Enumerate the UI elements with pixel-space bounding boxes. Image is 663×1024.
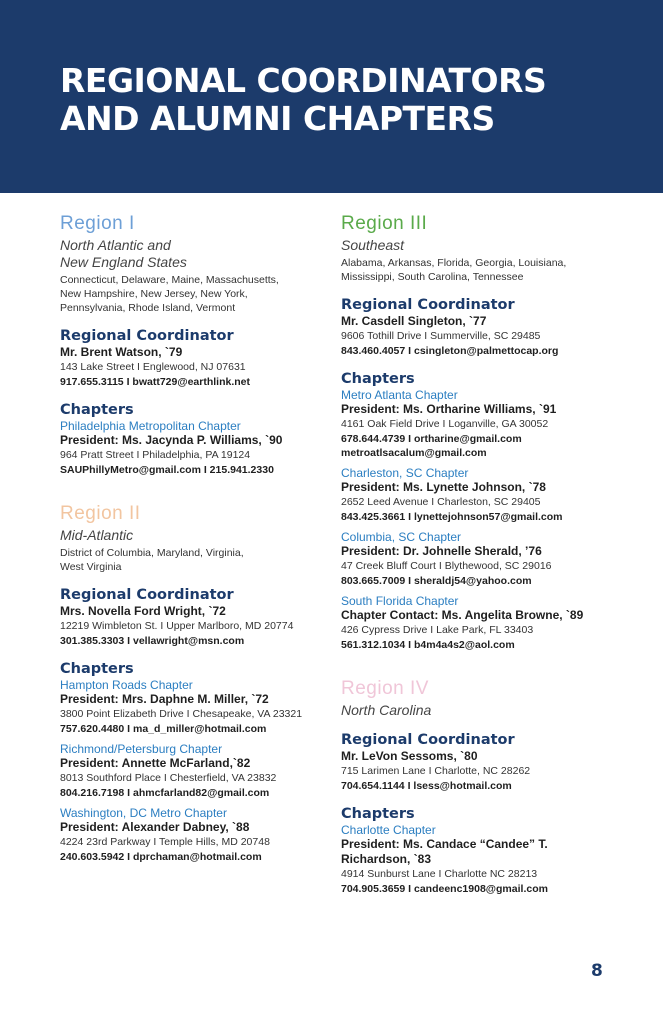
chapter-name[interactable]: Metro Atlanta Chapter: [341, 388, 458, 402]
chapter-president: President: Ms. Candace “Candee” T. Richardson, `83: [341, 837, 548, 866]
chapter-contact[interactable]: 704.905.3659 I candeenc1908@gmail.com: [341, 883, 548, 895]
chapter-name[interactable]: South Florida Chapter: [341, 594, 459, 608]
region-4-chapters-heading: Chapters: [341, 806, 415, 822]
chapter-contact[interactable]: 561.312.1034 I b4m4a4s2@aol.com: [341, 639, 515, 651]
region-2-coordinator-contact[interactable]: 301.385.3303 I vellawright@msn.com: [60, 635, 245, 647]
region-1-coordinator-name: Mr. Brent Watson, `79: [60, 345, 183, 359]
region-1-coordinator-address: 143 Lake Street I Englewood, NJ 07631: [60, 361, 246, 373]
region-4-coordinator-address: 715 Larimen Lane I Charlotte, NC 28262: [341, 765, 531, 777]
chapter-address: 4224 23rd Parkway I Temple Hills, MD 20748: [60, 836, 270, 848]
chapter-address: 4161 Oak Field Drive I Loganville, GA 30052: [341, 418, 549, 430]
chapter-item: [60, 678, 335, 736]
chapter-address: 426 Cypress Drive I Lake Park, FL 33403: [341, 624, 534, 636]
right-column: [341, 213, 631, 896]
chapter-president: President: Mrs. Daphne M. Miller, `72: [60, 692, 269, 706]
region-3-chapters-heading: Chapters: [341, 371, 415, 387]
region-2: [60, 503, 335, 864]
chapter-item: [341, 466, 631, 524]
region-1-title: Region I: [60, 213, 135, 234]
region-3-states: Alabama, Arkansas, Florida, Georgia, Louisiana, Mississippi, South Carolina, Tennessee: [341, 257, 567, 283]
chapter-name[interactable]: Columbia, SC Chapter: [341, 530, 462, 544]
region-1-chapters-heading: Chapters: [60, 402, 134, 418]
chapter-address: 4914 Sunburst Lane I Charlotte NC 28213: [341, 868, 538, 880]
region-4-coordinator-contact[interactable]: 704.654.1144 I lsess@hotmail.com: [341, 780, 512, 792]
chapter-president: President: Ms. Lynette Johnson, `78: [341, 480, 546, 494]
region-4-title: Region IV: [341, 678, 429, 699]
region-2-coordinator-name: Mrs. Novella Ford Wright, `72: [60, 604, 226, 618]
chapter-contact[interactable]: 843.425.3661 I lynettejohnson57@gmail.com: [341, 511, 563, 523]
chapter-name[interactable]: Charlotte Chapter: [341, 823, 436, 837]
chapter-contact[interactable]: 803.665.7009 I sheraldj54@yahoo.com: [341, 575, 532, 587]
chapter-item: [341, 823, 631, 896]
chapter-name[interactable]: Hampton Roads Chapter: [60, 678, 193, 692]
chapter-address: 2652 Leed Avenue I Charleston, SC 29405: [341, 496, 541, 508]
chapter-address: 47 Creek Bluff Court I Blythewood, SC 29016: [341, 560, 552, 572]
region-4-subtitle: North Carolina: [341, 702, 432, 718]
chapter-contact[interactable]: 757.620.4480 I ma_d_miller@hotmail.com: [60, 723, 267, 735]
chapter-contact[interactable]: 678.644.4739 I ortharine@gmail.com metroatlsacalum@gmail.com: [341, 433, 522, 459]
chapter-contact[interactable]: SAUPhillyMetro@gmail.com I 215.941.2330: [60, 464, 274, 476]
region-3-coordinator-heading: Regional Coordinator: [341, 297, 515, 313]
region-3-coordinator-contact[interactable]: 843.460.4057 I csingleton@palmettocap.org: [341, 345, 559, 357]
chapter-item: [60, 806, 335, 864]
region-2-title: Region II: [60, 503, 141, 524]
chapter-president: Chapter Contact: Ms. Angelita Browne, `89: [341, 608, 584, 622]
region-3-coordinator-address: 9606 Tothill Drive I Summerville, SC 29485: [341, 330, 541, 342]
region-4-coordinator-name: Mr. LeVon Sessoms, `80: [341, 749, 478, 763]
chapter-item: [341, 530, 631, 588]
region-2-coordinator-address: 12219 Wimbleton St. I Upper Marlboro, MD 20774: [60, 620, 294, 632]
chapter-contact[interactable]: 804.216.7198 I ahmcfarland82@gmail.com: [60, 787, 270, 799]
region-3: [341, 213, 631, 652]
region-1-coordinator-heading: Regional Coordinator: [60, 328, 234, 344]
chapter-president: President: Ms. Ortharine Williams, `91: [341, 402, 557, 416]
region-1-subtitle: North Atlantic and New England States: [60, 237, 187, 270]
region-3-title: Region III: [341, 213, 428, 234]
chapter-president: President: Annette McFarland,`82: [60, 756, 251, 770]
page-number: 8: [591, 961, 603, 981]
chapter-item: [341, 594, 631, 652]
region-2-coordinator-heading: Regional Coordinator: [60, 587, 234, 603]
region-4: [341, 678, 631, 896]
chapter-president: President: Alexander Dabney, `88: [60, 820, 250, 834]
left-column: [60, 213, 335, 864]
region-4-coordinator-heading: Regional Coordinator: [341, 732, 515, 748]
chapter-president: President: Ms. Jacynda P. Williams, `90: [60, 433, 283, 447]
region-1-coordinator-contact[interactable]: 917.655.3115 I bwatt729@earthlink.net: [60, 376, 251, 388]
chapter-contact[interactable]: 240.603.5942 I dprchaman@hotmail.com: [60, 851, 262, 863]
chapter-address: 964 Pratt Street I Philadelphia, PA 19124: [60, 449, 251, 461]
chapter-address: 3800 Point Elizabeth Drive I Chesapeake, VA 23321: [60, 708, 303, 720]
chapter-item: [60, 419, 335, 477]
chapter-name[interactable]: Richmond/Petersburg Chapter: [60, 742, 223, 756]
chapter-name[interactable]: Washington, DC Metro Chapter: [60, 806, 227, 820]
chapter-address: 8013 Southford Place I Chesterfield, VA 23832: [60, 772, 277, 784]
region-1: [60, 213, 335, 477]
chapter-name[interactable]: Charleston, SC Chapter: [341, 466, 469, 480]
region-2-subtitle: Mid-Atlantic: [60, 527, 134, 543]
chapter-item: [60, 742, 335, 800]
header-banner: [0, 0, 663, 193]
chapter-name[interactable]: Philadelphia Metropolitan Chapter: [60, 419, 241, 433]
region-2-chapters-heading: Chapters: [60, 661, 134, 677]
page-title: REGIONAL COORDINATORS AND ALUMNI CHAPTERS: [60, 61, 547, 138]
region-3-subtitle: Southeast: [341, 237, 405, 253]
region-1-states: Connecticut, Delaware, Maine, Massachusetts, New Hampshire, New Jersey, New York, Pennsylvania, Rhode Island, Vermont: [60, 274, 279, 314]
chapter-president: President: Dr. Johnelle Sherald, ’76: [341, 544, 542, 558]
chapter-item: [341, 388, 631, 460]
region-3-coordinator-name: Mr. Casdell Singleton, `77: [341, 314, 487, 328]
region-2-states: District of Columbia, Maryland, Virginia, West Virginia: [60, 547, 244, 573]
